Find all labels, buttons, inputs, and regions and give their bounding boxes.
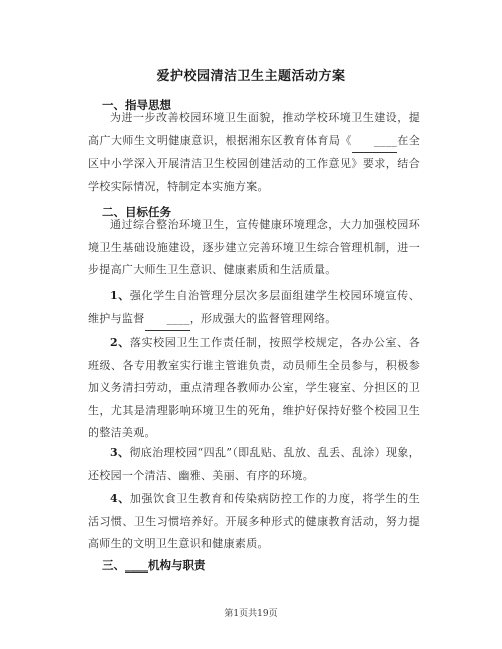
- paragraph-item-2: 2、落实校园卫生工作责任制，按照学校规定，各办公室、各班级、各专用教室实行谁主管谁负责，动员师生全员参与，积极参加义务清扫劳动，重点清理各教师办公室，学生寝室、分担区的卫生，尤其是清理影响环境卫生的死角，维护好保持好整个校园卫生的整洁美观。: [88, 336, 420, 439]
- paragraph-guiding-idea: 为进一步改善校园环境卫生面貌，推动学校环境卫生建设，提高广大师生文明健康意识，根据湘东区教育体育局《 ____在全区中小学深入开展清洁卫生校园创建活动的工作意见》要求，结合学校实际情况，特制定本实施方案。: [88, 111, 420, 193]
- paragraph-goals: 通过综合整治环境卫生，宣传健康环境理念，大力加强校园环境卫生基础设施建设，逐步建立完善环境卫生综合管理机制，进一步提高广大师生卫生意识、健康素质和生活质量。: [88, 218, 420, 276]
- document-title: 爱护校园清洁卫生主题活动方案: [156, 69, 346, 84]
- blank-line: ____: [145, 308, 190, 332]
- blank-line: ____: [352, 130, 397, 154]
- section-heading-2: 二、目标任务: [102, 205, 171, 219]
- blank-line: ____: [125, 558, 148, 572]
- page-footer: 第1页共19页: [224, 609, 278, 619]
- paragraph-item-1: 1、强化学生自治管理分层次多层面组建学生校园环境宣传、维护与监督 ____，形成强大的监督管理网络。: [88, 285, 420, 331]
- section-heading-1: 一、指导思想: [102, 98, 171, 112]
- paragraph-item-3: 3、彻底治理校园“四乱”（即乱贴、乱放、乱丢、乱涂）现象，还校园一个清洁、幽雅、美丽、有序的环境。: [88, 446, 420, 482]
- section-heading-3: 三、____机构与职责: [102, 558, 206, 572]
- paragraph-item-4: 4、加强饮食卫生教育和传染病防控工作的力度，将学生的生活习惯、卫生习惯培养好。开展多种形式的健康教育活动，努力提高师生的文明卫生意识和健康素质。: [88, 492, 420, 550]
